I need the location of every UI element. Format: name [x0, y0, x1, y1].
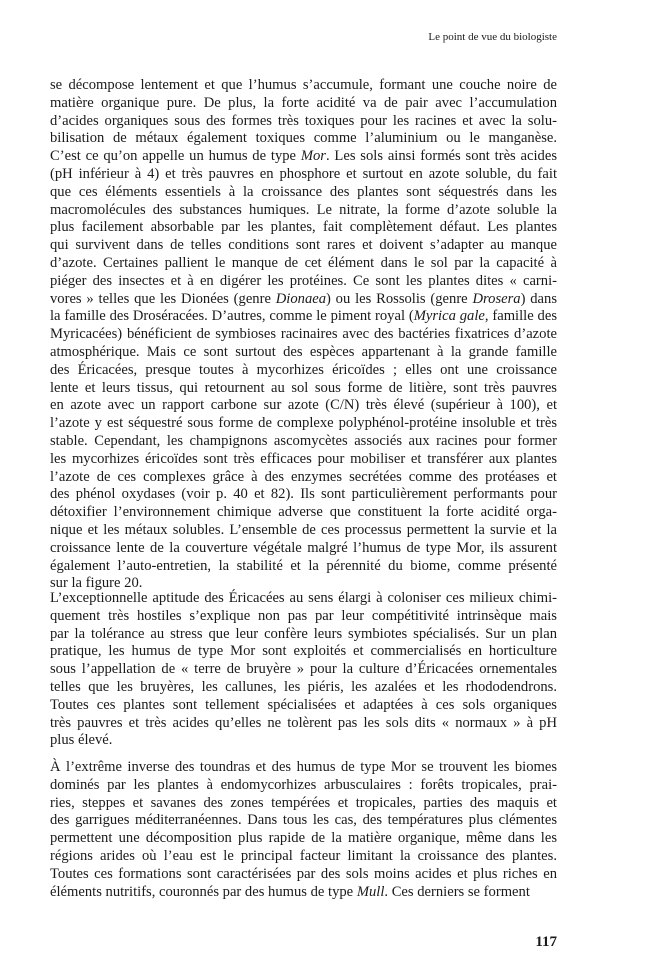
text-line — [50, 255, 557, 273]
text-line — [50, 608, 557, 626]
text-segment: matière organique pure. De plus, la forte acidité va de pair avec l’accumulation — [50, 94, 557, 111]
text-segment: croissance lente de la couverture végétale malgré l’humus de type Mor, ils assurent — [50, 539, 557, 556]
text-segment: qui survivent dans de telles conditions sont rares et doivent s’adapter au manque — [50, 237, 557, 254]
text-segment: C’est ce qu’on appelle un humus de type — [50, 148, 301, 165]
text-segment: permettent une décomposition plus rapide de la matière organique, même dans les — [50, 830, 557, 847]
text-segment: les mycorhizes éricoïdes sont très efficaces pour mobiliser et transférer aux plantes — [50, 450, 557, 467]
text-segment: que ces éléments essentiels à la croissance des plantes sont séquestrés dans les — [50, 183, 557, 200]
text-line — [50, 643, 557, 661]
text-line — [50, 884, 557, 902]
text-segment: Myricacées) bénéficient de symbioses racinaires avec des bactéries fixatrices d’azote — [50, 326, 557, 343]
text-line — [50, 540, 557, 558]
text-segment: À l’extrême inverse des toundras et des humus de type Mor se trouvent les biomes — [50, 759, 557, 775]
text-segment: atmosphérique. Mais ce sont surtout des espèces appartenant à la grande famille — [50, 343, 557, 360]
text-line — [50, 237, 557, 255]
text-line — [50, 415, 557, 433]
text-line — [50, 830, 557, 848]
text-line — [50, 590, 557, 608]
text-line — [50, 795, 557, 813]
text-segment: plus facilement absorbable par les plantes, fait complètement défaut. Les plantes — [50, 219, 557, 236]
text-line — [50, 130, 557, 148]
text-segment: Toutes ces formations sont caractérisées par des sols moins acides et plus riches en — [50, 865, 557, 882]
text-segment: des Éricacées, presque toutes à mycorhizes éricoïdes ; elles ont une croissance — [50, 361, 557, 378]
text-segment: macromolécules des substances humiques. Le nitrate, la forme d’azote soluble la — [50, 201, 557, 218]
italic-text: Mor — [300, 148, 326, 165]
text-segment: quement très hostiles s’explique non pas par leur compétitivité intrinsèque mais — [50, 607, 557, 624]
text-segment: sous l’appellation de « terre de bruyère » pour la culture d’Éricacées ornementales — [50, 661, 557, 678]
italic-text: Dionaea — [275, 290, 327, 307]
text-line — [50, 166, 557, 184]
text-line — [50, 344, 557, 362]
page-number: 117 — [535, 934, 557, 950]
text-segment: nique et les métaux solubles. L’ensemble de ces processus permettent la survie et la — [50, 521, 557, 538]
text-segment: des garrigues méditerranéennes. Dans tous les cas, des températures plus clémentes — [50, 812, 557, 829]
text-segment: en azote avec un rapport carbone sur azote (C/N) très élevé (supérieur à 100), et — [50, 397, 557, 414]
text-segment: se décompose lentement et que l’humus s’accumule, formant une couche noire de — [50, 77, 557, 93]
text-line — [50, 202, 557, 220]
text-line — [50, 504, 557, 522]
text-line — [50, 380, 557, 398]
text-line — [50, 848, 557, 866]
text-line — [50, 661, 557, 679]
paragraph-3 — [50, 759, 557, 901]
text-segment: bilisation de métaux également toxiques comme l’aluminium ou le manganèse. — [50, 130, 557, 147]
text-line — [50, 148, 557, 166]
text-segment: plus élevé. — [50, 732, 113, 749]
running-header: Le point de vue du biologiste — [428, 31, 557, 43]
text-segment: piéger des insectes et à en digérer les protéines. Ce sont les plantes dites « carni- — [50, 272, 557, 289]
text-line — [50, 812, 557, 830]
text-line — [50, 451, 557, 469]
italic-text: Drosera — [472, 290, 521, 307]
text-segment: dominés par les plantes à endomycorhizes arbusculaires : forêts tropicales, prai- — [50, 776, 557, 793]
text-segment: ) ou les Rossolis (genre — [326, 290, 473, 307]
text-line — [50, 308, 557, 326]
text-line — [50, 486, 557, 504]
text-line — [50, 469, 557, 487]
text-segment: l’azote de ces complexes grâce à des enzymes secrétées comme des protéases et — [50, 468, 557, 485]
text-segment: stable. Cependant, les champignons ascomycètes associés aux racines pour former — [50, 432, 557, 449]
italic-text: Mull — [356, 883, 385, 900]
text-segment: vores » telles que les Dionées (genre — [50, 290, 276, 307]
text-segment: ) dans — [520, 290, 557, 307]
text-line — [50, 273, 557, 291]
text-segment: . Les sols ainsi formés sont très acides — [325, 148, 558, 165]
text-segment: . Ces derniers se forment — [384, 883, 530, 900]
text-line — [50, 184, 557, 202]
text-line — [50, 558, 557, 576]
text-segment: régions arides où l’eau est le principal facteur limitant la croissance des plantes. — [50, 847, 557, 864]
paragraph-1 — [50, 77, 557, 593]
text-line — [50, 291, 557, 309]
text-line — [50, 732, 557, 750]
text-segment: l’azote y est séquestré sous forme de complexe polyphénol-protéine insoluble et très — [50, 415, 557, 432]
text-segment: d’azote. Certaines pallient le manque de cet élément dans le sol par la capacité à — [50, 254, 557, 271]
text-line — [50, 715, 557, 733]
text-segment: par la tolérance au stress que leur confère leurs symbiotes spécialisés. Sur un plan — [50, 625, 557, 642]
text-segment: très pauvres et très acides qu’elles ne tolèrent pas les sols dits « normaux » à pH — [50, 714, 557, 731]
text-line — [50, 866, 557, 884]
text-segment: (pH inférieur à 4) et très pauvres en phosphore et surtout en azote soluble, du fait — [50, 165, 557, 182]
text-segment: Toutes ces plantes sont tellement spécialisées et adaptées à ces sols organiques — [50, 696, 557, 713]
text-line — [50, 697, 557, 715]
text-segment: ries, steppes et savanes des zones tempérées et tropicales, parties des maquis et — [50, 794, 557, 811]
text-segment: , famille des — [484, 308, 558, 325]
text-line — [50, 397, 557, 415]
text-line — [50, 77, 557, 95]
text-line — [50, 522, 557, 540]
text-line — [50, 759, 557, 777]
text-line — [50, 433, 557, 451]
text-segment: des phénol oxydases (voir p. 40 et 82). Ils sont particulièrement performants pour — [50, 486, 557, 503]
italic-text: Myrica gale — [413, 308, 485, 325]
text-line — [50, 219, 557, 237]
text-segment: détoxifier l’environnement chimique adverse que constituent la forte acidité orga- — [50, 504, 557, 521]
text-segment: éléments nutritifs, couronnés par des humus de type — [50, 883, 357, 900]
text-line — [50, 113, 557, 131]
text-line — [50, 95, 557, 113]
text-segment: L’exceptionnelle aptitude des Éricacées au sens élargi à coloniser ces milieux chimi- — [50, 590, 557, 606]
text-line — [50, 326, 557, 344]
text-segment: d’acides organiques sous des formes très toxiques pour les racines et avec la solu- — [50, 112, 557, 129]
text-line — [50, 777, 557, 795]
text-line — [50, 626, 557, 644]
paragraph-2 — [50, 590, 557, 750]
text-segment: telles que les bruyères, les callunes, les piéris, les azalées et les rhododendrons. — [50, 678, 557, 695]
text-segment: lente et leurs tissus, qui retournent au sol sous forme de litière, sont très pauvres — [50, 379, 557, 396]
text-segment: pratique, les humus de type Mor sont exploités et commercialisés en horticulture — [50, 643, 557, 660]
text-segment: également l’auto-entretien, la stabilité et la pérennité du biome, comme présenté — [50, 557, 557, 574]
text-segment: la famille des Droséracées. D’autres, comme le piment royal ( — [50, 308, 414, 325]
text-line — [50, 362, 557, 380]
text-line — [50, 679, 557, 697]
text-segment: sur la figure 20. — [50, 575, 143, 592]
